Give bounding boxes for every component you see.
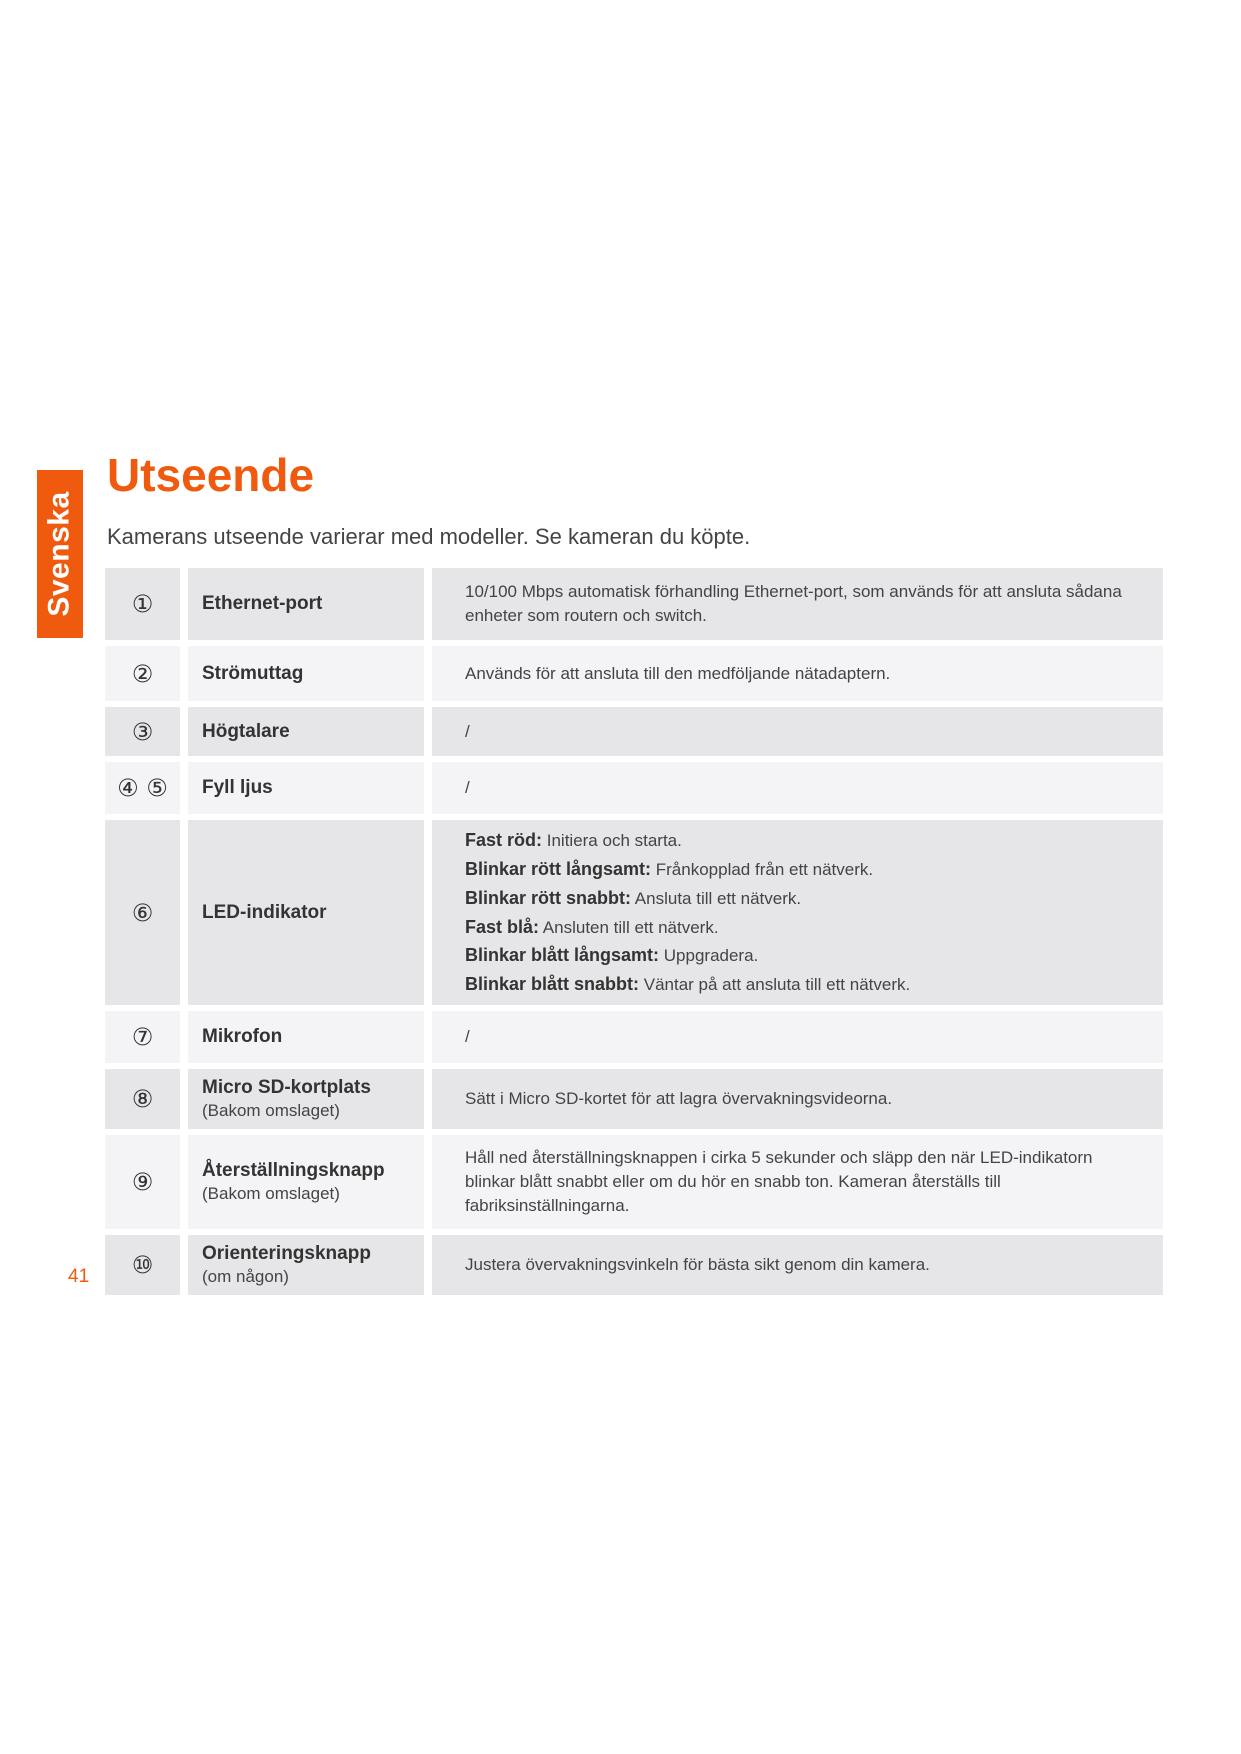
part-description: Sätt i Micro SD-kortet för att lagra övervakningsvideorna. [432, 1069, 1163, 1129]
part-name: Orienteringsknapp [202, 1243, 371, 1265]
led-status-item: Blinkar blått långsamt: Uppgradera. [465, 945, 759, 966]
part-number: ⑩ [105, 1235, 180, 1295]
language-tab-label: Svenska [43, 491, 77, 617]
page-number: 41 [68, 1266, 90, 1287]
part-description: 10/100 Mbps automatisk förhandling Ethernet-port, som används för att ansluta sådana enheter som routern och switch. [432, 568, 1163, 640]
table-row [105, 1135, 1163, 1229]
table-row [105, 646, 1163, 701]
part-number: ⑨ [105, 1135, 180, 1229]
part-name: Ethernet-port [202, 593, 323, 615]
part-number: ③ [105, 707, 180, 756]
part-name: Micro SD-kortplats [202, 1077, 371, 1099]
table-row [105, 762, 1163, 814]
part-number: ⑦ [105, 1011, 180, 1063]
part-number: ① [105, 568, 180, 640]
table-row [105, 1235, 1163, 1295]
led-status-item: Blinkar rött snabbt: Ansluta till ett nätverk. [465, 887, 802, 908]
part-name: Högtalare [202, 720, 290, 742]
parts-table [105, 568, 1163, 1295]
part-note: (om någon) [202, 1266, 289, 1286]
part-number: ② [105, 646, 180, 701]
part-description: / [432, 762, 1163, 814]
page-subtitle: Kamerans utseende varierar med modeller. Se kameran du köpte. [107, 524, 751, 549]
led-status-item: Fast blå: Ansluten till ett nätverk. [465, 916, 719, 937]
led-status-item: Fast röd: Initiera och starta. [465, 830, 682, 851]
table-row [105, 1011, 1163, 1063]
part-description: Justera övervakningsvinkeln för bästa sikt genom din kamera. [432, 1235, 1163, 1295]
table-row [105, 820, 1163, 1005]
language-tab [37, 470, 83, 638]
part-note: (Bakom omslaget) [202, 1100, 340, 1120]
part-description: Används för att ansluta till den medföljande nätadaptern. [432, 646, 1163, 701]
part-number: ⑥ [105, 820, 180, 1005]
table-row [105, 707, 1163, 756]
led-status-item: Blinkar rött långsamt: Frånkopplad från ett nätverk. [465, 858, 874, 879]
part-description: Håll ned återställningsknappen i cirka 5 sekunder och släpp den när LED-indikatorn blinkar blått snabbt eller om du hör en snabb ton. Kameran återställs till fabriksinställningarna. [432, 1135, 1163, 1229]
table-row [105, 568, 1163, 640]
part-description: / [432, 707, 1163, 756]
part-name: LED-indikator [202, 901, 327, 923]
table-row [105, 1069, 1163, 1129]
part-note: (Bakom omslaget) [202, 1183, 340, 1203]
led-status-item: Blinkar blått snabbt: Väntar på att ansluta till ett nätverk. [465, 974, 911, 995]
part-name: Återställningsknapp [202, 1160, 385, 1182]
part-name: Fyll ljus [202, 777, 273, 799]
part-name: Mikrofon [202, 1026, 283, 1048]
page-title: Utseende [107, 449, 315, 501]
led-status-list [432, 820, 1163, 1005]
part-name: Strömuttag [202, 662, 304, 684]
part-number: ④ ⑤ [105, 762, 180, 814]
part-description: / [432, 1011, 1163, 1063]
part-number: ⑧ [105, 1069, 180, 1129]
